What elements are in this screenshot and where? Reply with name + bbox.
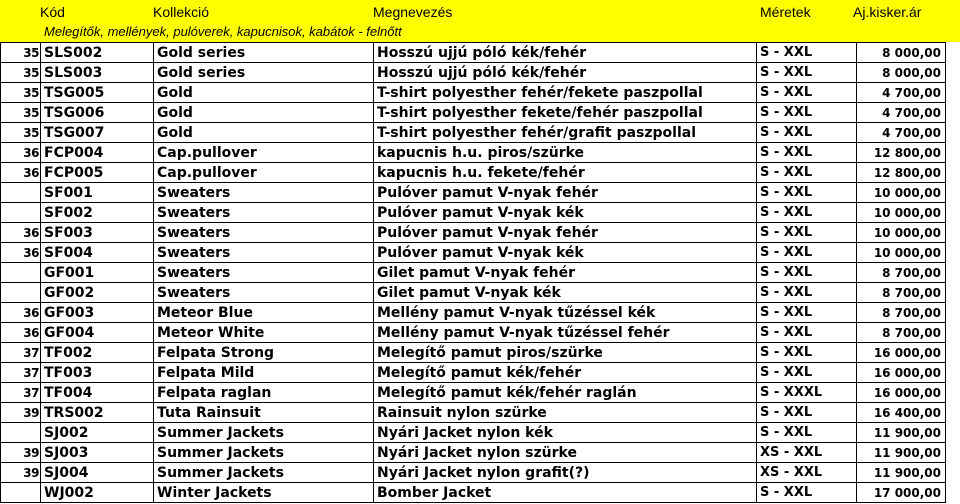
row-name: kapucnis h.u. piros/szürke — [374, 143, 757, 163]
table-row — [1, 143, 946, 163]
row-size: S - XXL — [757, 203, 857, 223]
row-size: S - XXL — [757, 283, 857, 303]
table-row — [1, 83, 946, 103]
row-name: kapucnis h.u. fekete/fehér — [374, 163, 757, 183]
row-name: Gilet pamut V-nyak fehér — [374, 263, 757, 283]
row-page-number — [1, 263, 41, 283]
row-page-number: 36 — [1, 323, 41, 343]
category-row — [0, 23, 960, 42]
row-name: Pulóver pamut V-nyak kék — [374, 243, 757, 263]
row-size: S - XXL — [757, 263, 857, 283]
row-name: Nyári Jacket nylon grafit(?) — [374, 463, 757, 483]
row-collection: Gold series — [154, 63, 374, 83]
row-size: S - XXL — [757, 83, 857, 103]
table-row — [1, 363, 946, 383]
row-price: 11 900,00 — [857, 443, 946, 463]
row-size: S - XXXL — [757, 383, 857, 403]
table-row — [1, 443, 946, 463]
header-megnevezes: Megnevezés — [373, 4, 453, 20]
header-kod: Kód — [40, 4, 65, 20]
row-name: T-shirt polyesther fehér/fekete paszpollal — [374, 83, 757, 103]
row-size: S - XXL — [757, 103, 857, 123]
row-name: Nyári Jacket nylon kék — [374, 423, 757, 443]
row-collection: Gold — [154, 123, 374, 143]
row-size: S - XXL — [757, 363, 857, 383]
table-row — [1, 483, 946, 503]
row-name: Pulóver pamut V-nyak fehér — [374, 183, 757, 203]
row-price: 10 000,00 — [857, 243, 946, 263]
row-code: SLS003 — [41, 63, 154, 83]
row-collection: Meteor White — [154, 323, 374, 343]
row-price: 11 900,00 — [857, 423, 946, 443]
row-collection: Sweaters — [154, 263, 374, 283]
row-collection: Summer Jackets — [154, 463, 374, 483]
row-price: 4 700,00 — [857, 103, 946, 123]
row-collection: Gold — [154, 103, 374, 123]
row-page-number: 36 — [1, 223, 41, 243]
row-size: S - XXL — [757, 223, 857, 243]
row-price: 4 700,00 — [857, 123, 946, 143]
column-header-row — [0, 0, 960, 23]
table-row — [1, 323, 946, 343]
row-price: 12 800,00 — [857, 143, 946, 163]
row-price: 4 700,00 — [857, 83, 946, 103]
row-page-number: 39 — [1, 443, 41, 463]
row-size: S - XXL — [757, 423, 857, 443]
row-page-number: 37 — [1, 383, 41, 403]
row-size: S - XXL — [757, 343, 857, 363]
table-row — [1, 103, 946, 123]
row-code: GF002 — [41, 283, 154, 303]
row-price: 8 000,00 — [857, 43, 946, 63]
table-row — [1, 163, 946, 183]
row-page-number: 35 — [1, 43, 41, 63]
row-name: Rainsuit nylon szürke — [374, 403, 757, 423]
row-name: Gilet pamut V-nyak kék — [374, 283, 757, 303]
row-collection: Tuta Rainsuit — [154, 403, 374, 423]
table-row — [1, 263, 946, 283]
row-price: 11 900,00 — [857, 463, 946, 483]
price-table — [0, 42, 946, 503]
row-collection: Felpata raglan — [154, 383, 374, 403]
row-page-number: 35 — [1, 83, 41, 103]
table-row — [1, 283, 946, 303]
row-collection: Summer Jackets — [154, 443, 374, 463]
row-code: TSG006 — [41, 103, 154, 123]
row-size: S - XXL — [757, 123, 857, 143]
table-row — [1, 243, 946, 263]
row-code: TF002 — [41, 343, 154, 363]
row-size: S - XXL — [757, 303, 857, 323]
row-size: XS - XXL — [757, 463, 857, 483]
row-code: GF001 — [41, 263, 154, 283]
row-page-number — [1, 283, 41, 303]
row-code: TF003 — [41, 363, 154, 383]
row-name: Bomber Jacket — [374, 483, 757, 503]
row-price: 8 700,00 — [857, 283, 946, 303]
row-code: SJ002 — [41, 423, 154, 443]
row-page-number — [1, 183, 41, 203]
row-price: 10 000,00 — [857, 183, 946, 203]
row-page-number — [1, 203, 41, 223]
row-code: WJ002 — [41, 483, 154, 503]
price-table-body — [1, 43, 946, 503]
category-title: Melegítők, mellények, pulóverek, kapucnisok, kabátok - felnőtt — [44, 24, 402, 39]
row-code: GF004 — [41, 323, 154, 343]
row-collection: Gold — [154, 83, 374, 103]
row-collection: Cap.pullover — [154, 163, 374, 183]
table-row — [1, 43, 946, 63]
header-kollekcio: Kollekció — [153, 4, 210, 20]
table-row — [1, 63, 946, 83]
row-price: 10 000,00 — [857, 223, 946, 243]
row-code: SF004 — [41, 243, 154, 263]
row-size: S - XXL — [757, 163, 857, 183]
row-name: Pulóver pamut V-nyak fehér — [374, 223, 757, 243]
row-collection: Sweaters — [154, 283, 374, 303]
row-code: GF003 — [41, 303, 154, 323]
row-page-number: 37 — [1, 343, 41, 363]
table-row — [1, 183, 946, 203]
row-collection: Summer Jackets — [154, 423, 374, 443]
row-collection: Gold series — [154, 43, 374, 63]
row-name: Hosszú ujjú póló kék/fehér — [374, 63, 757, 83]
row-code: FCP004 — [41, 143, 154, 163]
row-size: S - XXL — [757, 63, 857, 83]
row-code: SJ003 — [41, 443, 154, 463]
row-code: SF001 — [41, 183, 154, 203]
row-code: TF004 — [41, 383, 154, 403]
row-price: 16 000,00 — [857, 383, 946, 403]
row-page-number — [1, 483, 41, 503]
table-row — [1, 343, 946, 363]
table-row — [1, 383, 946, 403]
row-collection: Felpata Strong — [154, 343, 374, 363]
row-code: SLS002 — [41, 43, 154, 63]
table-row — [1, 223, 946, 243]
row-page-number: 36 — [1, 163, 41, 183]
row-page-number: 36 — [1, 303, 41, 323]
row-name: Melegítő pamut piros/szürke — [374, 343, 757, 363]
row-collection: Sweaters — [154, 223, 374, 243]
row-price: 10 000,00 — [857, 203, 946, 223]
row-price: 8 700,00 — [857, 303, 946, 323]
row-page-number: 39 — [1, 463, 41, 483]
row-page-number: 35 — [1, 123, 41, 143]
row-price: 12 800,00 — [857, 163, 946, 183]
row-size: S - XXL — [757, 403, 857, 423]
table-row — [1, 203, 946, 223]
row-name: T-shirt polyesther fekete/fehér paszpollal — [374, 103, 757, 123]
row-page-number: 36 — [1, 243, 41, 263]
row-size: XS - XXL — [757, 443, 857, 463]
row-code: TSG005 — [41, 83, 154, 103]
row-name: Melegítő pamut kék/fehér — [374, 363, 757, 383]
row-code: SF002 — [41, 203, 154, 223]
row-price: 8 700,00 — [857, 323, 946, 343]
row-size: S - XXL — [757, 143, 857, 163]
row-price: 16 400,00 — [857, 403, 946, 423]
row-name: Hosszú ujjú póló kék/fehér — [374, 43, 757, 63]
row-collection: Sweaters — [154, 243, 374, 263]
row-code: SJ004 — [41, 463, 154, 483]
row-collection: Cap.pullover — [154, 143, 374, 163]
header-meretek: Méretek — [760, 4, 811, 20]
row-page-number: 37 — [1, 363, 41, 383]
row-size: S - XXL — [757, 183, 857, 203]
row-size: S - XXL — [757, 323, 857, 343]
row-name: Nyári Jacket nylon szürke — [374, 443, 757, 463]
row-page-number: 36 — [1, 143, 41, 163]
table-row — [1, 303, 946, 323]
row-collection: Sweaters — [154, 183, 374, 203]
row-price: 16 000,00 — [857, 363, 946, 383]
row-code: SF003 — [41, 223, 154, 243]
row-price: 8 700,00 — [857, 263, 946, 283]
table-row — [1, 463, 946, 483]
row-page-number: 35 — [1, 63, 41, 83]
table-row — [1, 403, 946, 423]
row-code: TSG007 — [41, 123, 154, 143]
row-name: T-shirt polyesther fehér/grafit paszpollal — [374, 123, 757, 143]
row-code: TRS002 — [41, 403, 154, 423]
row-price: 8 000,00 — [857, 63, 946, 83]
row-collection: Sweaters — [154, 203, 374, 223]
row-price: 16 000,00 — [857, 343, 946, 363]
row-page-number: 39 — [1, 403, 41, 423]
row-collection: Winter Jackets — [154, 483, 374, 503]
row-name: Pulóver pamut V-nyak kék — [374, 203, 757, 223]
table-row — [1, 123, 946, 143]
row-name: Melegítő pamut kék/fehér raglán — [374, 383, 757, 403]
row-collection: Meteor Blue — [154, 303, 374, 323]
table-row — [1, 423, 946, 443]
row-collection: Felpata Mild — [154, 363, 374, 383]
row-name: Mellény pamut V-nyak tűzéssel fehér — [374, 323, 757, 343]
row-size: S - XXL — [757, 483, 857, 503]
row-code: FCP005 — [41, 163, 154, 183]
row-page-number: 35 — [1, 103, 41, 123]
row-page-number — [1, 423, 41, 443]
row-price: 17 000,00 — [857, 483, 946, 503]
row-size: S - XXL — [757, 243, 857, 263]
header-ar: Aj.kisker.ár — [853, 4, 922, 20]
row-size: S - XXL — [757, 43, 857, 63]
row-name: Mellény pamut V-nyak tűzéssel kék — [374, 303, 757, 323]
